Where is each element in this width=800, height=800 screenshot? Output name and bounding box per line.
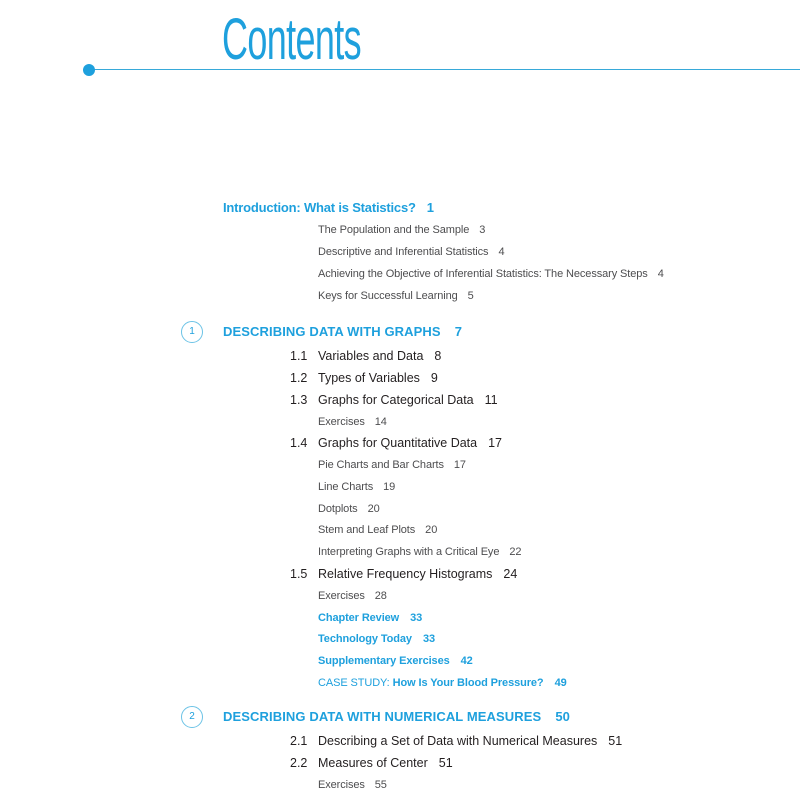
toc-entry-label: Technology Today	[318, 633, 412, 645]
chapter-number-badge: 2	[181, 706, 203, 728]
toc-entry-label: Relative Frequency Histograms	[318, 567, 493, 581]
toc-page-number: 28	[374, 590, 387, 602]
toc-entry-label: DESCRIBING DATA WITH NUMERICAL MEASURES	[223, 709, 542, 724]
toc-entry-label: DESCRIBING DATA WITH GRAPHS	[223, 324, 441, 339]
toc-section[interactable]	[290, 368, 438, 388]
toc-entry[interactable]	[318, 286, 474, 306]
toc-page-number: 3	[479, 224, 486, 236]
toc-page-number: 17	[488, 436, 503, 450]
toc-page-number: 51	[608, 734, 623, 748]
toc-entry-label: Pie Charts and Bar Charts	[318, 459, 444, 471]
toc-page-number: 9	[430, 371, 438, 385]
toc-entry-label: Graphs for Quantitative Data	[318, 436, 478, 450]
toc-entry-label: Measures of Center	[318, 756, 428, 770]
toc-entry-label: Line Charts	[318, 481, 374, 493]
toc-page-number: 55	[374, 779, 387, 791]
toc-page-number: 33	[422, 633, 435, 645]
section-number: 1.5	[290, 567, 308, 581]
chapter-number-badge: 1	[181, 321, 203, 343]
toc-entry-label: Graphs for Categorical Data	[318, 393, 474, 407]
toc-entry[interactable]	[318, 477, 395, 497]
toc-page-number: 22	[509, 546, 522, 558]
section-number: 1.4	[290, 436, 308, 450]
toc-page-number: 50	[555, 709, 570, 724]
toc-entry-label: Descriptive and Inferential Statistics	[318, 246, 489, 258]
toc-entry-label: Types of Variables	[318, 371, 420, 385]
header-rule	[88, 69, 800, 70]
toc-entry-label: Dotplots	[318, 503, 358, 515]
toc-page-number: 33	[410, 612, 423, 624]
toc-page-number: 11	[484, 393, 498, 407]
toc-intro-heading[interactable]	[223, 198, 434, 218]
toc-entry[interactable]	[318, 586, 387, 606]
toc-entry-label: Interpreting Graphs with a Critical Eye	[318, 546, 500, 558]
section-number: 2.2	[290, 756, 308, 770]
toc-entry-label: Describing a Set of Data with Numerical Measures	[318, 734, 598, 748]
toc-section[interactable]	[290, 433, 502, 453]
toc-page-number: 14	[374, 416, 387, 428]
toc-entry[interactable]	[318, 542, 521, 562]
toc-page-number: 19	[383, 481, 396, 493]
toc-technology-today[interactable]	[318, 629, 435, 649]
toc-page-number: 20	[425, 524, 438, 536]
toc-page-number: 20	[367, 503, 380, 515]
toc-entry-label: Chapter Review	[318, 612, 400, 624]
section-number: 1.1	[290, 349, 308, 363]
toc-entry-label: Supplementary Exercises	[318, 655, 450, 667]
section-number: 1.3	[290, 393, 308, 407]
toc-entry[interactable]	[318, 242, 504, 262]
toc-page-number: 17	[453, 459, 466, 471]
page-title: Contents	[222, 7, 361, 72]
toc-entry-label: The Population and the Sample	[318, 224, 470, 236]
toc-chapter-heading[interactable]	[223, 707, 570, 727]
toc-page-number: 5	[467, 290, 474, 302]
toc-section[interactable]	[290, 564, 517, 584]
toc-entry-label: How Is Your Blood Pressure?	[392, 677, 544, 689]
toc-entry-label: Exercises	[318, 416, 365, 428]
toc-supplementary-exercises[interactable]	[318, 651, 473, 671]
toc-page-number: 1	[426, 200, 434, 215]
toc-entry[interactable]	[318, 264, 664, 284]
toc-entry-label: Introduction: What is Statistics?	[223, 200, 416, 215]
toc-entry-label: Variables and Data	[318, 349, 424, 363]
toc-entry[interactable]	[318, 220, 485, 240]
toc-section[interactable]	[290, 753, 453, 773]
toc-entry-label: Stem and Leaf Plots	[318, 524, 416, 536]
toc-case-study[interactable]	[318, 673, 567, 693]
header-rule-dot	[83, 64, 95, 76]
toc-entry[interactable]	[318, 775, 387, 795]
toc-chapter-review[interactable]	[318, 608, 422, 628]
toc-entry-label: Exercises	[318, 779, 365, 791]
toc-page-number: 4	[657, 268, 664, 280]
case-study-prefix: CASE STUDY:	[318, 677, 390, 689]
toc-section[interactable]	[290, 731, 622, 751]
toc-entry[interactable]	[318, 520, 437, 540]
toc-page-number: 4	[498, 246, 505, 258]
toc-page-number: 42	[460, 655, 473, 667]
toc-page-number: 7	[454, 324, 463, 339]
toc-page-number: 49	[554, 677, 567, 689]
toc-entry[interactable]	[318, 455, 466, 475]
toc-entry[interactable]	[318, 412, 387, 432]
toc-chapter-heading[interactable]	[223, 322, 462, 342]
toc-entry-label: Exercises	[318, 590, 365, 602]
toc-entry-label: Keys for Successful Learning	[318, 290, 458, 302]
toc-section[interactable]	[290, 390, 498, 410]
section-number: 2.1	[290, 734, 308, 748]
toc-page-number: 8	[434, 349, 442, 363]
toc-entry[interactable]	[318, 499, 380, 519]
toc-section[interactable]	[290, 346, 441, 366]
toc-entry-label: Achieving the Objective of Inferential Statistics: The Necessary Steps	[318, 268, 648, 280]
toc-page-number: 51	[438, 756, 453, 770]
section-number: 1.2	[290, 371, 308, 385]
toc-page-number: 24	[503, 567, 518, 581]
